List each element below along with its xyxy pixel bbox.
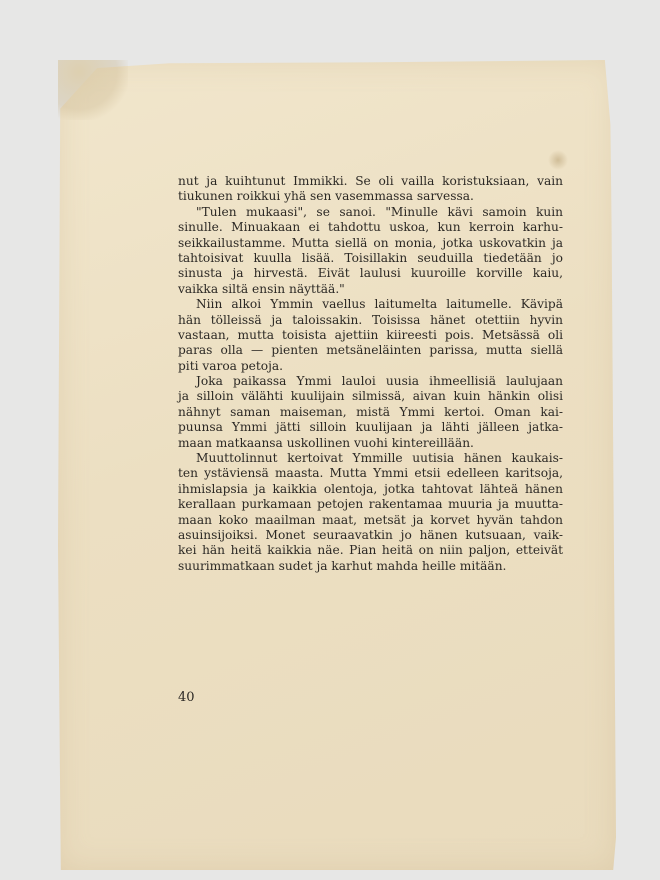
text-line: asuinsijoiksi. Monet seuraavatkin jo hänen kutsuaan, vaik- (178, 527, 563, 542)
text-line: nähnyt saman maiseman, mistä Ymmi kertoi. Oman kai- (178, 404, 563, 419)
text-line: suurimmatkaan sudet ja karhut mahda heille mitään. (178, 558, 507, 573)
text-line: nut ja kuihtunut Immikki. Se oli vailla koristuksiaan, vain (178, 174, 563, 188)
text-line: ja silloin välähti kuulijain silmissä, aivan kuin hänkin olisi (178, 389, 563, 404)
text-line: maan koko maailman maat, metsät ja korvet hyvän tahdon (178, 512, 563, 527)
page-number: 40 (178, 690, 195, 705)
text-line: kei hän heitä kaikkia näe. Pian heitä on niin paljon, etteivät (178, 543, 563, 558)
text-line: tiukunen roikkui yhä sen vasemmassa sarvessa. (178, 189, 474, 204)
text-line: piti varoa petoja. (178, 358, 283, 373)
text-line: tahtoisivat kuulla lisää. Toisillakin seuduilla tiedetään jo (178, 250, 563, 265)
text-line: paras olla — pienten metsäneläinten parissa, mutta siellä (178, 343, 563, 358)
text-line: sinulle. Minuakaan ei tahdottu uskoa, kun kerroin karhu- (178, 220, 563, 235)
text-line: seikkailustamme. Mutta siellä on monia, jotka uskovatkin ja (178, 235, 563, 250)
text-line: hän tölleissä ja taloissakin. Toisissa hänet otettiin hyvin (178, 312, 563, 327)
text-line: Joka paikassa Ymmi lauloi uusia ihmeellisiä laulujaan (196, 374, 563, 389)
text-line: "Tulen mukaasi", se sanoi. "Minulle kävi samoin kuin (196, 204, 563, 219)
text-line: vastaan, mutta toisista ajettiin kiireesti pois. Metsässä oli (178, 327, 563, 342)
text-line: sinusta ja hirvestä. Eivät laulusi kuuroille korville kaiu, (178, 266, 563, 281)
text-line: puunsa Ymmi jätti silloin kuulijaan ja lähti jälleen jatka- (178, 420, 563, 435)
text-line: kerallaan purkamaan petojen rakentamaa muuria ja muutta- (178, 497, 563, 512)
text-line: maan matkaansa uskollinen vuohi kintereillään. (178, 435, 474, 450)
text-line: Niin alkoi Ymmin vaellus laitumelta laitumelle. Kävipä (196, 297, 563, 312)
body-text (178, 174, 563, 574)
text-line: Muuttolinnut kertoivat Ymmille uutisia hänen kaukais- (196, 451, 563, 466)
text-line: ihmislapsia ja kaikkia olentoja, jotka tahtovat lähteä hänen (178, 481, 563, 496)
text-line: ten ystäviensä maasta. Mutta Ymmi etsii edelleen karitsoja, (178, 466, 563, 481)
text-line: vaikka siltä ensin näyttää." (178, 281, 345, 296)
